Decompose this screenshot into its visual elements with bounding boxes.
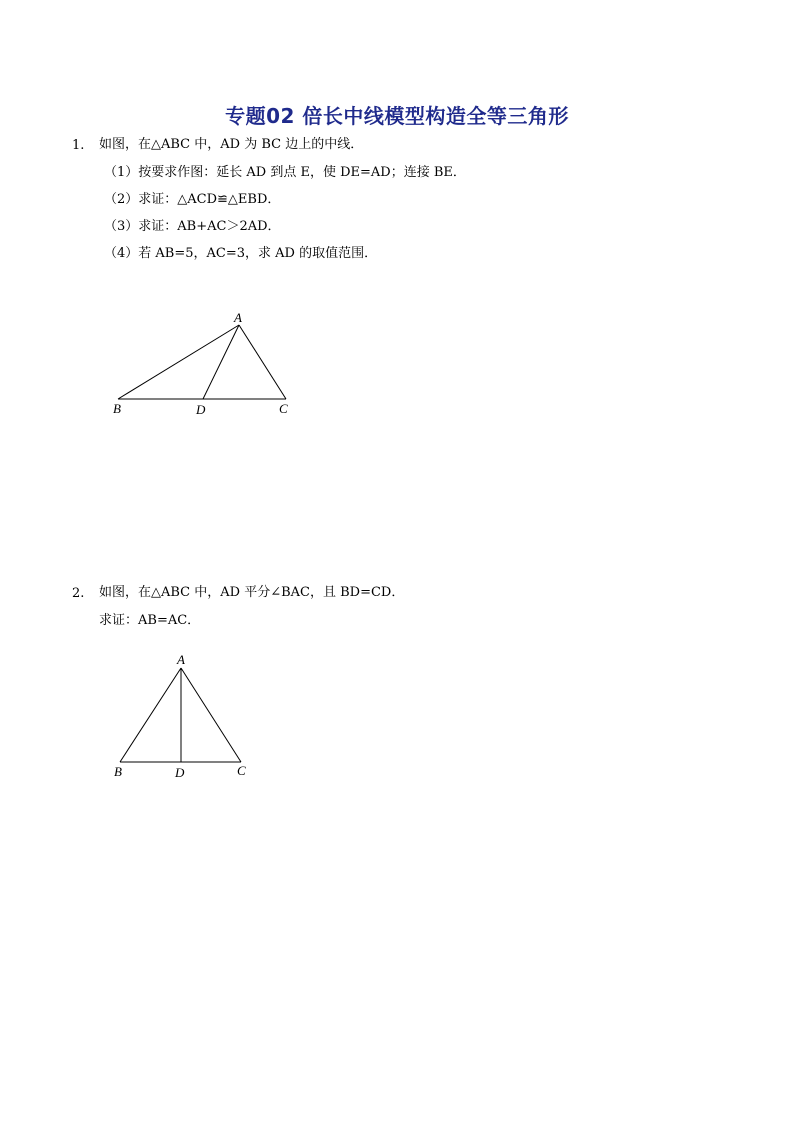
q2-triangle-figure bbox=[100, 645, 260, 785]
q2-segment-ab bbox=[120, 668, 181, 762]
q1-part-3: （3）求证：AB+AC＞2AD． bbox=[104, 219, 281, 234]
q2-prove: 求证：AB=AC． bbox=[99, 613, 201, 628]
q1-part-1: （1）按要求作图：延长 AD 到点 E，使 DE=AD；连接 BE． bbox=[104, 165, 466, 180]
page-title: 专题02 倍长中线模型构造全等三角形 bbox=[225, 104, 569, 128]
q1-stem: 如图，在△ABC 中，AD 为 BC 边上的中线． bbox=[99, 137, 364, 152]
q1-segment-ac bbox=[239, 325, 286, 399]
q2-label-c: C bbox=[237, 763, 246, 778]
q1-label-c: C bbox=[279, 401, 288, 416]
q1-label-d: D bbox=[196, 402, 206, 417]
q1-part-4: （4）若 AB=5，AC=3，求 AD 的取值范围． bbox=[104, 246, 378, 261]
q2-label-b: B bbox=[114, 764, 122, 779]
q2-segment-ac bbox=[181, 668, 241, 762]
q2-stem: 如图，在△ABC 中，AD 平分∠BAC，且 BD=CD． bbox=[99, 585, 405, 600]
q1-label-b: B bbox=[113, 401, 121, 416]
q2-number: 2. bbox=[72, 586, 85, 601]
q1-number: 1. bbox=[72, 138, 85, 153]
q1-triangle-figure bbox=[100, 300, 310, 425]
q1-label-a: A bbox=[234, 310, 242, 325]
q2-label-a: A bbox=[177, 652, 185, 667]
q2-label-d: D bbox=[175, 765, 185, 780]
q1-part-2: （2）求证：△ACD≌△EBD． bbox=[104, 192, 281, 207]
